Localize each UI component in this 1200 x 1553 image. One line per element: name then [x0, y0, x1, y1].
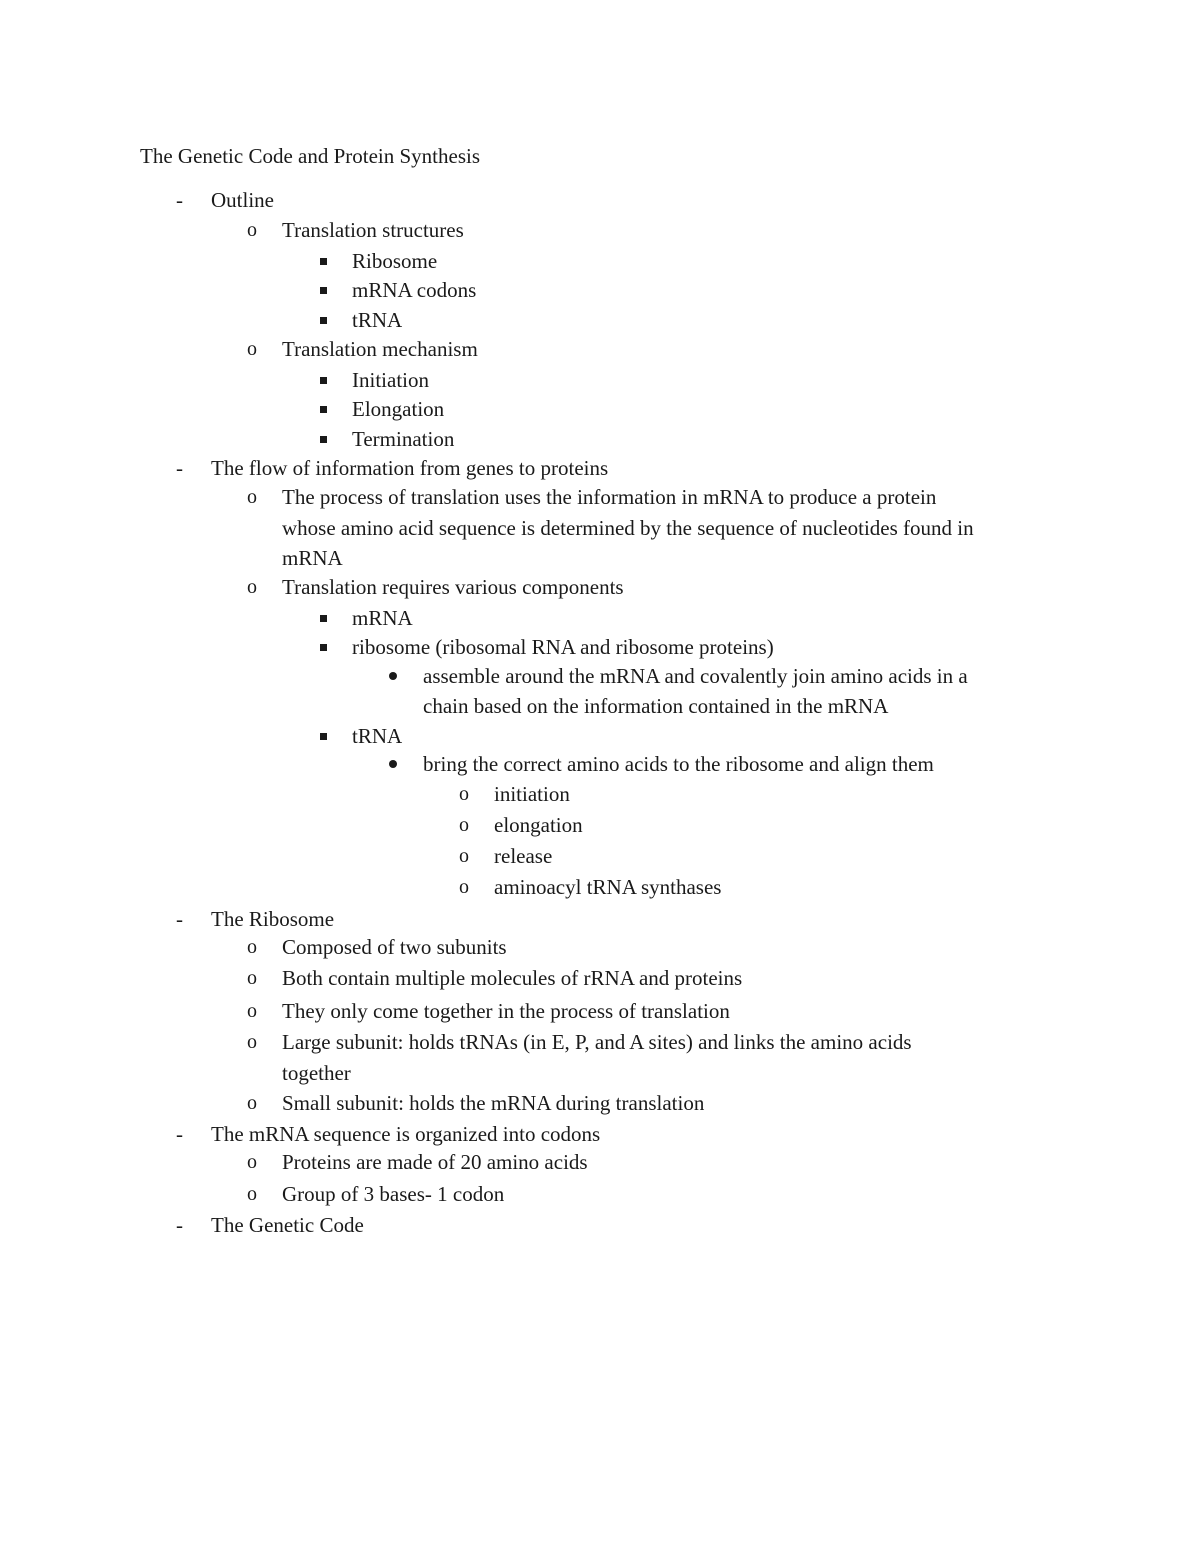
dash-bullet-icon: -: [176, 1122, 183, 1146]
list-item-text: The Genetic Code: [211, 1213, 364, 1237]
circle-bullet-icon: o: [459, 845, 469, 867]
list-item-text: Elongation: [352, 397, 445, 421]
circle-bullet-icon: o: [247, 936, 257, 958]
square-bullet-icon: [320, 377, 327, 384]
list-item-text: Group of 3 bases- 1 codon: [282, 1182, 505, 1206]
square-bullet-icon: [320, 733, 327, 740]
list-item-text: Both contain multiple molecules of rRNA and proteins: [282, 966, 743, 990]
dash-bullet-icon: -: [176, 456, 183, 480]
circle-bullet-icon: o: [459, 876, 469, 898]
list-item-text: Ribosome: [352, 249, 438, 273]
square-bullet-icon: [320, 258, 327, 265]
list-item-text: initiation: [494, 782, 570, 806]
square-bullet-icon: [320, 615, 327, 622]
disc-bullet-icon: [389, 672, 397, 680]
circle-bullet-icon: o: [247, 1151, 257, 1173]
circle-bullet-icon: o: [247, 1000, 257, 1022]
list-item-text: Composed of two subunits: [282, 935, 507, 959]
list-item-text: bring the correct amino acids to the ribosome and align them: [423, 752, 934, 776]
list-item-text: The Ribosome: [211, 907, 335, 931]
dash-bullet-icon: -: [176, 1213, 183, 1237]
square-bullet-icon: [320, 436, 327, 443]
list-item-text: The mRNA sequence is organized into codons: [211, 1122, 601, 1146]
circle-bullet-icon: o: [247, 338, 257, 360]
list-item-text: Termination: [352, 427, 455, 451]
list-item-text: together: [282, 1061, 351, 1085]
list-item-text: Translation structures: [282, 218, 464, 242]
list-item-text: The flow of information from genes to proteins: [211, 456, 609, 480]
square-bullet-icon: [320, 317, 327, 324]
list-item-text: whose amino acid sequence is determined by the sequence of nucleotides found in: [282, 516, 974, 540]
square-bullet-icon: [320, 406, 327, 413]
list-item-text: Outline: [211, 188, 274, 212]
circle-bullet-icon: o: [247, 967, 257, 989]
list-item-text: release: [494, 844, 553, 868]
square-bullet-icon: [320, 644, 327, 651]
list-item-text: The process of translation uses the information in mRNA to produce a protein: [282, 485, 937, 509]
list-item-text: chain based on the information contained in the mRNA: [423, 694, 889, 718]
circle-bullet-icon: o: [247, 486, 257, 508]
list-item-text: They only come together in the process of translation: [282, 999, 730, 1023]
circle-bullet-icon: o: [247, 576, 257, 598]
list-item-text: mRNA codons: [352, 278, 477, 302]
circle-bullet-icon: o: [247, 219, 257, 241]
list-item-text: ribosome (ribosomal RNA and ribosome proteins): [352, 635, 774, 659]
list-item-text: assemble around the mRNA and covalently join amino acids in a: [423, 664, 968, 688]
list-item-text: aminoacyl tRNA synthases: [494, 875, 722, 899]
dash-bullet-icon: -: [176, 188, 183, 212]
list-item-text: elongation: [494, 813, 583, 837]
circle-bullet-icon: o: [247, 1183, 257, 1205]
list-item-text: tRNA: [352, 724, 403, 748]
list-item-text: Small subunit: holds the mRNA during translation: [282, 1091, 705, 1115]
circle-bullet-icon: o: [459, 814, 469, 836]
circle-bullet-icon: o: [247, 1031, 257, 1053]
square-bullet-icon: [320, 287, 327, 294]
list-item-text: Large subunit: holds tRNAs (in E, P, and A sites) and links the amino acids: [282, 1030, 912, 1054]
document-title: The Genetic Code and Protein Synthesis: [140, 144, 481, 168]
list-item-text: Translation requires various components: [282, 575, 624, 599]
circle-bullet-icon: o: [459, 783, 469, 805]
list-item-text: Translation mechanism: [282, 337, 478, 361]
list-item-text: Initiation: [352, 368, 429, 392]
list-item-text: mRNA: [352, 606, 413, 630]
list-item-text: Proteins are made of 20 amino acids: [282, 1150, 588, 1174]
list-item-text: tRNA: [352, 308, 403, 332]
dash-bullet-icon: -: [176, 907, 183, 931]
circle-bullet-icon: o: [247, 1092, 257, 1114]
disc-bullet-icon: [389, 760, 397, 768]
list-item-text: mRNA: [282, 546, 343, 570]
